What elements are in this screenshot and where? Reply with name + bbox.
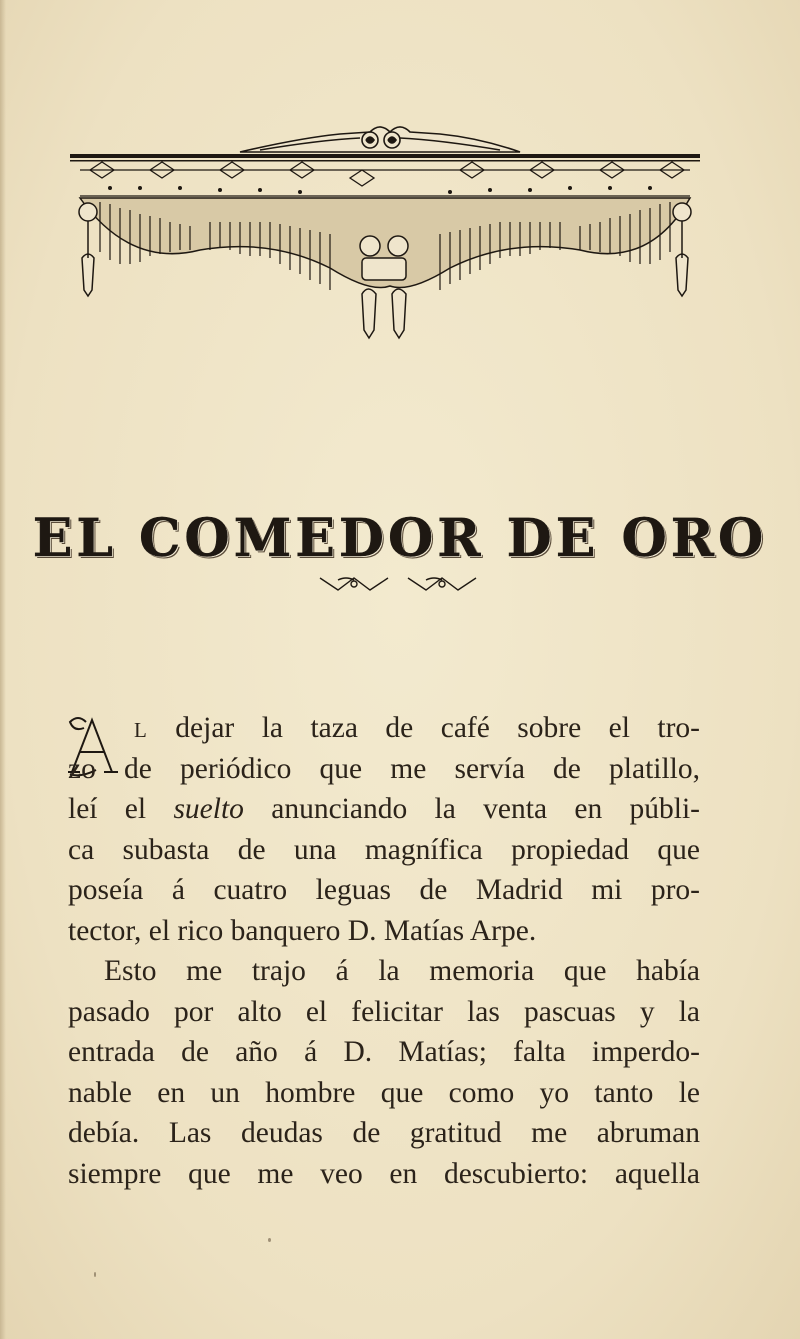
valance-swags <box>80 162 690 196</box>
italic-word: suelto <box>173 793 244 825</box>
text-line: pasado por alto el felicitar las pascuas y la <box>68 995 700 1028</box>
header-ornament <box>70 118 700 348</box>
text-line: Esto me trajo á la memoria que había <box>104 955 700 987</box>
valance-rod <box>70 154 700 158</box>
text-line: zo de periódico que me servía de platillo, <box>68 752 700 785</box>
text-line: ca subasta de una magnífica propiedad que <box>68 833 700 866</box>
text-line: siempre que me veo en descubierto: aquella <box>68 1157 700 1190</box>
text-line: nable en un hombre que como yo tanto le <box>68 1076 700 1109</box>
text-line: poseía á cuatro leguas de Madrid mi pro- <box>68 874 700 906</box>
page-edge <box>0 0 6 1339</box>
top-scroll-ornament <box>240 127 520 152</box>
text-line <box>68 708 700 749</box>
text-line: debía. Las deudas de gratitud me abruman <box>68 1117 700 1149</box>
body-text <box>68 708 700 1194</box>
text-segment: dejar la taza de café sobre el tro- <box>175 712 701 744</box>
text-line: entrada de año á D. Matías; falta imperdo- <box>68 1036 700 1068</box>
text-line: tector, el rico banquero D. Matías Arpe. <box>68 914 537 947</box>
page-title: EL COMEDOR DE ORO <box>32 508 768 569</box>
text-segment: anunciando la venta en públi- <box>271 793 700 825</box>
dropcap-continuation: L <box>134 718 148 742</box>
text-segment: leí el <box>68 793 147 825</box>
title-flourish-ornament <box>318 574 478 596</box>
text-line <box>68 789 700 830</box>
